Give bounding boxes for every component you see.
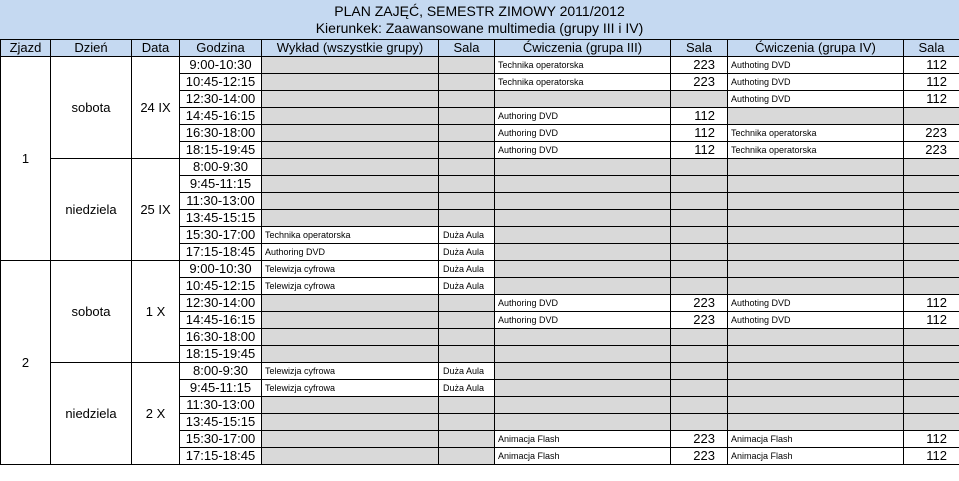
exercise-iii-room-cell [671, 227, 728, 244]
exercise-iii-room-cell: 223 [671, 295, 728, 312]
exercise-iii-cell [495, 227, 671, 244]
exercise-iv-cell [728, 363, 904, 380]
date-cell: 24 IX [132, 57, 180, 159]
exercise-iv-cell [728, 329, 904, 346]
exercise-iii-cell [495, 346, 671, 363]
title-block [0, 0, 959, 39]
lecture-cell: Telewizja cyfrowa [262, 380, 439, 397]
exercise-iv-room-cell [904, 329, 959, 346]
lecture-cell [262, 431, 439, 448]
exercise-iv-cell [728, 346, 904, 363]
exercise-iii-room-cell: 112 [671, 108, 728, 125]
exercise-iv-room-cell: 112 [904, 74, 959, 91]
exercise-iv-room-cell [904, 261, 959, 278]
lecture-room-cell [439, 193, 495, 210]
header-godzina: Godzina [180, 40, 262, 57]
time-cell: 12:30-14:00 [180, 91, 262, 108]
exercise-iii-cell [495, 329, 671, 346]
time-cell: 8:00-9:30 [180, 363, 262, 380]
lecture-room-cell [439, 91, 495, 108]
lecture-room-cell [439, 448, 495, 465]
exercise-iv-room-cell [904, 227, 959, 244]
schedule-body [1, 57, 959, 465]
exercise-iii-room-cell [671, 329, 728, 346]
exercise-iii-room-cell [671, 414, 728, 431]
header-row [1, 40, 959, 57]
exercise-iii-cell: Technika operatorska [495, 57, 671, 74]
exercise-iv-cell [728, 176, 904, 193]
exercise-iii-room-cell: 223 [671, 431, 728, 448]
date-cell: 25 IX [132, 159, 180, 261]
lecture-cell [262, 74, 439, 91]
lecture-room-cell [439, 142, 495, 159]
exercise-iii-cell [495, 414, 671, 431]
lecture-cell [262, 414, 439, 431]
time-cell: 17:15-18:45 [180, 448, 262, 465]
lecture-room-cell: Duża Aula [439, 244, 495, 261]
exercise-iv-room-cell [904, 414, 959, 431]
exercise-iii-cell: Technika operatorska [495, 74, 671, 91]
time-cell: 9:45-11:15 [180, 176, 262, 193]
exercise-iii-cell [495, 261, 671, 278]
exercise-iv-room-cell [904, 278, 959, 295]
lecture-room-cell [439, 125, 495, 142]
lecture-room-cell [439, 57, 495, 74]
schedule-row [1, 363, 959, 380]
header-sala: Sala [439, 40, 495, 57]
lecture-room-cell [439, 74, 495, 91]
time-cell: 9:45-11:15 [180, 380, 262, 397]
exercise-iv-room-cell [904, 193, 959, 210]
time-cell: 15:30-17:00 [180, 227, 262, 244]
lecture-cell [262, 312, 439, 329]
time-cell: 18:15-19:45 [180, 142, 262, 159]
exercise-iii-cell: Authoring DVD [495, 295, 671, 312]
lecture-room-cell [439, 397, 495, 414]
lecture-cell [262, 57, 439, 74]
exercise-iii-room-cell: 223 [671, 448, 728, 465]
lecture-cell [262, 125, 439, 142]
exercise-iv-cell [728, 380, 904, 397]
exercise-iii-room-cell [671, 278, 728, 295]
exercise-iv-room-cell [904, 159, 959, 176]
exercise-iv-room-cell: 223 [904, 125, 959, 142]
exercise-iv-cell: Technika operatorska [728, 125, 904, 142]
exercise-iii-cell: Authoring DVD [495, 312, 671, 329]
time-cell: 9:00-10:30 [180, 57, 262, 74]
header-zjazd: Zjazd [1, 40, 51, 57]
exercise-iv-cell [728, 397, 904, 414]
exercise-iii-room-cell [671, 176, 728, 193]
time-cell: 10:45-12:15 [180, 74, 262, 91]
lecture-cell [262, 397, 439, 414]
exercise-iv-cell [728, 159, 904, 176]
exercise-iii-cell: Authoring DVD [495, 108, 671, 125]
time-cell: 12:30-14:00 [180, 295, 262, 312]
day-cell: niedziela [51, 363, 132, 465]
exercise-iv-room-cell [904, 397, 959, 414]
lecture-room-cell [439, 295, 495, 312]
time-cell: 10:45-12:15 [180, 278, 262, 295]
exercise-iv-room-cell [904, 363, 959, 380]
exercise-iii-cell [495, 397, 671, 414]
lecture-cell: Authoring DVD [262, 244, 439, 261]
lecture-cell [262, 329, 439, 346]
header-sala: Sala [904, 40, 959, 57]
exercise-iv-cell: Animacja Flash [728, 448, 904, 465]
lecture-cell [262, 448, 439, 465]
day-cell: sobota [51, 57, 132, 159]
page-subtitle: Kierunkek: Zaawansowane multimedia (grupy III i IV) [315, 20, 644, 36]
exercise-iii-cell [495, 91, 671, 108]
exercise-iii-cell [495, 278, 671, 295]
exercise-iv-room-cell: 112 [904, 295, 959, 312]
header-cwiczenia-iii: Ćwiczenia (grupa III) [495, 40, 671, 57]
exercise-iv-cell [728, 227, 904, 244]
lecture-cell: Technika operatorska [262, 227, 439, 244]
exercise-iv-room-cell [904, 380, 959, 397]
header-data: Data [132, 40, 180, 57]
exercise-iii-room-cell [671, 159, 728, 176]
lecture-room-cell: Duża Aula [439, 380, 495, 397]
time-cell: 16:30-18:00 [180, 125, 262, 142]
zjazd-cell: 2 [1, 261, 51, 465]
exercise-iii-room-cell [671, 244, 728, 261]
exercise-iv-cell: Authoting DVD [728, 295, 904, 312]
lecture-room-cell: Duża Aula [439, 363, 495, 380]
date-cell: 1 X [132, 261, 180, 363]
exercise-iii-room-cell [671, 397, 728, 414]
exercise-iv-cell [728, 278, 904, 295]
time-cell: 14:45-16:15 [180, 108, 262, 125]
time-cell: 11:30-13:00 [180, 397, 262, 414]
exercise-iii-cell [495, 380, 671, 397]
lecture-cell: Telewizja cyfrowa [262, 278, 439, 295]
exercise-iv-room-cell: 112 [904, 91, 959, 108]
lecture-cell [262, 346, 439, 363]
lecture-room-cell [439, 329, 495, 346]
exercise-iii-room-cell: 112 [671, 125, 728, 142]
exercise-iii-room-cell [671, 210, 728, 227]
exercise-iv-room-cell: 112 [904, 431, 959, 448]
time-cell: 11:30-13:00 [180, 193, 262, 210]
lecture-room-cell [439, 108, 495, 125]
exercise-iv-cell [728, 108, 904, 125]
exercise-iv-room-cell: 112 [904, 312, 959, 329]
time-cell: 16:30-18:00 [180, 329, 262, 346]
exercise-iv-cell [728, 414, 904, 431]
exercise-iii-cell: Animacja Flash [495, 448, 671, 465]
exercise-iv-cell: Authoting DVD [728, 91, 904, 108]
exercise-iv-room-cell [904, 176, 959, 193]
exercise-iii-cell [495, 363, 671, 380]
header-cwiczenia-iv: Ćwiczenia (grupa IV) [728, 40, 904, 57]
exercise-iii-room-cell [671, 380, 728, 397]
time-cell: 13:45-15:15 [180, 210, 262, 227]
exercise-iv-room-cell: 112 [904, 448, 959, 465]
lecture-room-cell [439, 431, 495, 448]
lecture-room-cell: Duża Aula [439, 278, 495, 295]
page-title: PLAN ZAJĘĆ, SEMESTR ZIMOWY 2011/2012 [334, 3, 625, 19]
schedule-row [1, 261, 959, 278]
date-cell: 2 X [132, 363, 180, 465]
exercise-iii-room-cell: 223 [671, 312, 728, 329]
exercise-iv-cell [728, 261, 904, 278]
lecture-cell [262, 159, 439, 176]
exercise-iii-cell [495, 176, 671, 193]
lecture-cell: Telewizja cyfrowa [262, 363, 439, 380]
time-cell: 18:15-19:45 [180, 346, 262, 363]
header-wyklad: Wykład (wszystkie grupy) [262, 40, 439, 57]
time-cell: 8:00-9:30 [180, 159, 262, 176]
exercise-iv-room-cell [904, 108, 959, 125]
schedule-table [0, 39, 959, 465]
exercise-iv-cell [728, 244, 904, 261]
lecture-cell [262, 142, 439, 159]
lecture-room-cell [439, 414, 495, 431]
exercise-iv-room-cell: 223 [904, 142, 959, 159]
exercise-iii-cell [495, 210, 671, 227]
exercise-iv-room-cell: 112 [904, 57, 959, 74]
exercise-iii-cell: Authoring DVD [495, 142, 671, 159]
exercise-iv-cell: Authoting DVD [728, 57, 904, 74]
lecture-room-cell [439, 176, 495, 193]
exercise-iii-cell [495, 244, 671, 261]
exercise-iv-cell: Animacja Flash [728, 431, 904, 448]
exercise-iii-room-cell: 223 [671, 57, 728, 74]
exercise-iv-cell: Authoting DVD [728, 74, 904, 91]
header-dzien: Dzień [51, 40, 132, 57]
exercise-iii-cell: Authoring DVD [495, 125, 671, 142]
exercise-iii-room-cell [671, 193, 728, 210]
lecture-cell [262, 295, 439, 312]
exercise-iv-room-cell [904, 244, 959, 261]
time-cell: 13:45-15:15 [180, 414, 262, 431]
exercise-iii-room-cell [671, 363, 728, 380]
exercise-iii-room-cell [671, 261, 728, 278]
lecture-cell [262, 176, 439, 193]
exercise-iv-cell [728, 193, 904, 210]
exercise-iii-cell [495, 159, 671, 176]
lecture-cell [262, 210, 439, 227]
exercise-iii-room-cell: 223 [671, 74, 728, 91]
lecture-cell [262, 91, 439, 108]
exercise-iii-cell: Animacja Flash [495, 431, 671, 448]
day-cell: niedziela [51, 159, 132, 261]
day-cell: sobota [51, 261, 132, 363]
lecture-room-cell [439, 312, 495, 329]
time-cell: 15:30-17:00 [180, 431, 262, 448]
lecture-cell [262, 108, 439, 125]
exercise-iii-room-cell [671, 346, 728, 363]
time-cell: 17:15-18:45 [180, 244, 262, 261]
exercise-iv-cell: Authoting DVD [728, 312, 904, 329]
lecture-cell [262, 193, 439, 210]
exercise-iv-cell [728, 210, 904, 227]
lecture-room-cell [439, 159, 495, 176]
exercise-iv-cell: Technika operatorska [728, 142, 904, 159]
lecture-cell: Telewizja cyfrowa [262, 261, 439, 278]
lecture-room-cell [439, 210, 495, 227]
exercise-iv-room-cell [904, 210, 959, 227]
schedule-row [1, 57, 959, 74]
exercise-iii-cell [495, 193, 671, 210]
lecture-room-cell [439, 346, 495, 363]
zjazd-cell: 1 [1, 57, 51, 261]
schedule-row [1, 159, 959, 176]
exercise-iv-room-cell [904, 346, 959, 363]
lecture-room-cell: Duża Aula [439, 227, 495, 244]
time-cell: 9:00-10:30 [180, 261, 262, 278]
lecture-room-cell: Duża Aula [439, 261, 495, 278]
exercise-iii-room-cell: 112 [671, 142, 728, 159]
time-cell: 14:45-16:15 [180, 312, 262, 329]
header-sala: Sala [671, 40, 728, 57]
exercise-iii-room-cell [671, 91, 728, 108]
